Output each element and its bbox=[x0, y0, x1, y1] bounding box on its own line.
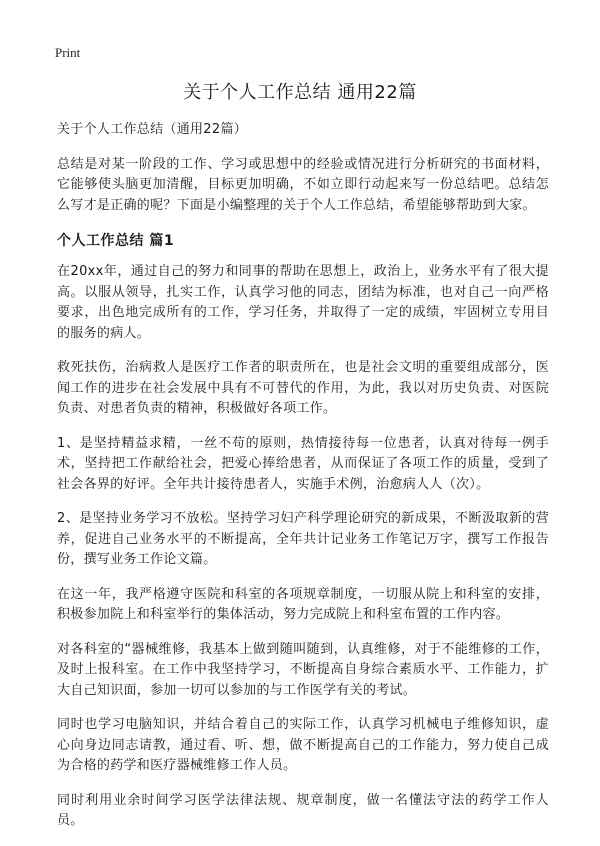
body-paragraph: 在20xx年，通过自己的努力和同事的帮助在思想上，政治上，业务水平有了很大提高。以服从领导，扎实工作，认真学习他的同志，团结为标准，也对自己一向严格要求，出色地完成所有的工作，学习任务，并取得了一定的成绩，牢固树立专用目的服务的病人。 bbox=[57, 264, 549, 341]
body-paragraph: 对各科室的“器械维修，我基本上做到随叫随到，认真维修，对于不能维修的工作，及时上报科室。在工作中我坚持学习，不断提高自身综合素质水平、工作能力，扩大自己知识面，参加一切可以参加的与工作医学有关的考试。 bbox=[57, 641, 549, 698]
section-heading: 个人工作总结 篇1 bbox=[57, 233, 175, 249]
document-body bbox=[57, 120, 549, 846]
document-title: 关于个人工作总结 通用22篇 bbox=[183, 82, 417, 103]
body-paragraph: 2、是坚持业务学习不放松。坚持学习妇产科学理论研究的新成果，不断汲取新的营养，促进自己业务水平的不断提高，全年共计记业务工作笔记万字，撰写工作报告份，撰写业务工作论文篇。 bbox=[57, 511, 549, 567]
body-paragraph: 同时也学习电脑知识，并结合着自己的实际工作，认真学习机械电子维修知识，虚心向身边同志请教，通过看、听、想，做不断提高自己的工作能力，努力使自己成为合格的药学和医疗器械维修工作人员。 bbox=[57, 717, 549, 773]
document-subtitle: 关于个人工作总结（通用22篇） bbox=[57, 122, 248, 137]
body-paragraph: 同时利用业余时间学习医学法律法规、规章制度，做一名懂法守法的药学工作人员。 bbox=[57, 792, 549, 828]
body-paragraph: 在这一年，我严格遵守医院和科室的各项规章制度，一切服从院上和科室的安排，积极参加院上和科室举行的集体活动，努力完成院上和科室布置的工作内容。 bbox=[57, 586, 549, 622]
body-paragraph: 救死扶伤，治病救人是医疗工作者的职责所在，也是社会文明的重要组成部分，医闻工作的进步在社会发展中具有不可替代的作用，为此，我以对历史负责、对医院负责、对患者负责的精神，积极做好各项工作。 bbox=[57, 360, 549, 416]
intro-paragraph: 总结是对某一阶段的工作、学习或思想中的经验或情况进行分析研究的书面材料，它能够使头脑更加清醒，目标更加明确，不如立即行动起来写一份总结吧。总结怎么写才是正确的呢？下面是小编整理的关于个人工作总结，希望能够帮助到大家。 bbox=[57, 156, 549, 213]
body-paragraph: 1、是坚持精益求精，一丝不苟的原则，热情接待每一位患者，认真对待每一例手术，坚持把工作献给社会，把爱心捧给患者，从而保证了各项工作的质量，受到了社会各界的好评。全年共计接待患者人，实施手术例，治愈病人人（次）。 bbox=[57, 435, 549, 492]
print-link[interactable]: Print bbox=[55, 45, 81, 60]
